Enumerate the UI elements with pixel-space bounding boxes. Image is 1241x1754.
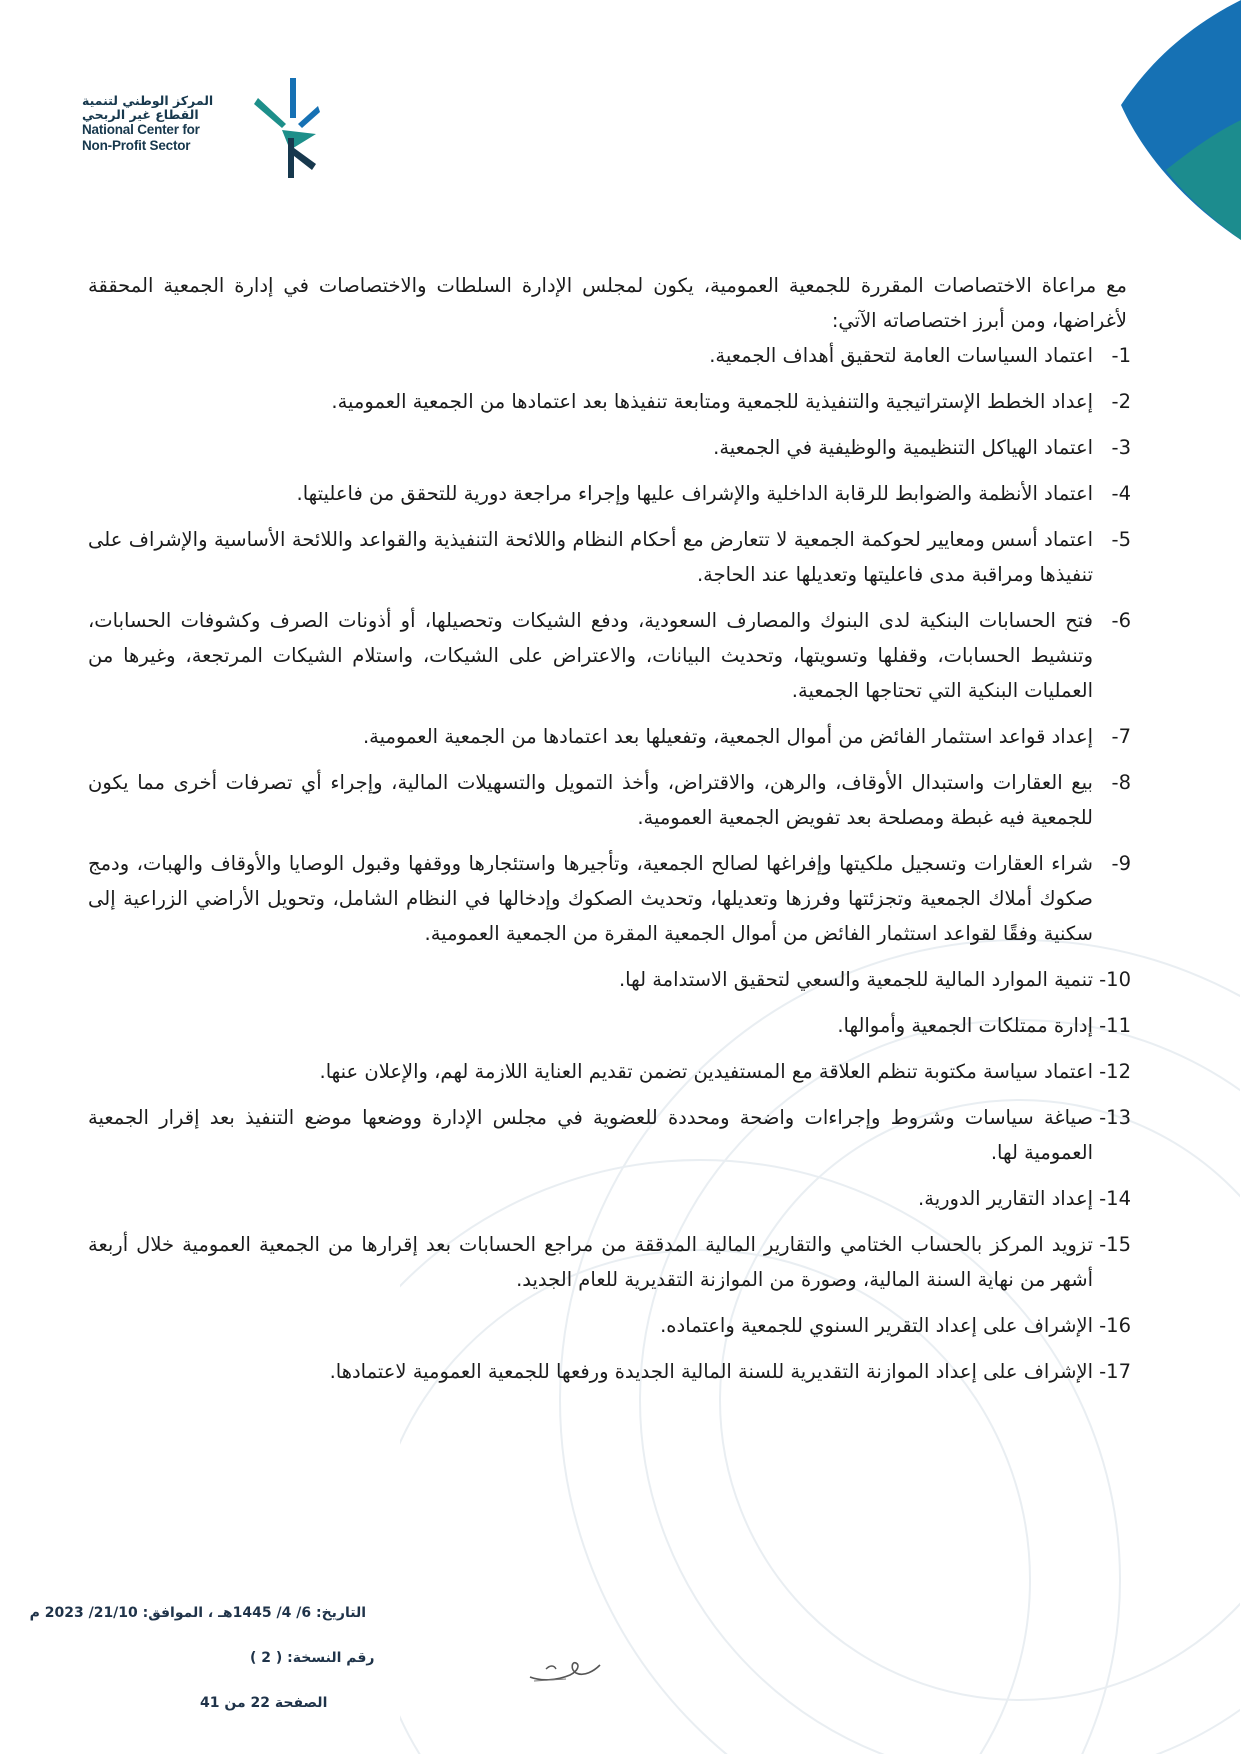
item-number: -6: [1111, 609, 1131, 632]
item-number: -12: [1099, 1060, 1131, 1083]
item-number: -10: [1099, 968, 1131, 991]
list-item: [88, 1308, 1133, 1343]
item-text: اعتماد سياسة مكتوبة تنظم العلاقة مع المستفيدين تضمن تقديم العناية اللازمة لهم، والإعلان عنها.: [319, 1060, 1093, 1083]
item-number: -4: [1111, 482, 1131, 505]
list-item: [88, 1354, 1133, 1389]
list-item: [88, 476, 1133, 511]
logo-name-ar-line1: المركز الوطني لتنمية: [82, 93, 214, 108]
item-number: -14: [1099, 1187, 1131, 1210]
list-item: [88, 338, 1133, 373]
list-item: [88, 846, 1133, 951]
item-text: الإشراف على إعداد التقرير السنوي للجمعية واعتماده.: [660, 1314, 1093, 1337]
item-text: صياغة سياسات وشروط وإجراءات واضحة ومحددة للعضوية في مجلس الإدارة ووضعها موضع التنفيذ بعد إقرار الجمعية العمومية لها.: [88, 1106, 1093, 1164]
item-number: -3: [1111, 436, 1131, 459]
list-item: [88, 1181, 1133, 1216]
item-text: فتح الحسابات البنكية لدى البنوك والمصارف السعودية، ودفع الشيكات وتحصيلها، أو أذونات الصرف وكشوفات الحسابات، وتنشيط الحسابات، وقفلها وتسويتها، وتحديث البيانات، والاعتراض على الشيكات، واستلام الشيكات المرتجعة، وغيرها من العمليات البنكية التي تحتاجها الجمعية.: [88, 609, 1093, 702]
logo-mark-icon: [252, 78, 320, 178]
item-text: بيع العقارات واستبدال الأوقاف، والرهن، والاقتراض، وأخذ التمويل والتسهيلات المالية، وإجراء أي تصرفات أخرى مما يكون للجمعية فيه غبطة ومصلحة بعد تفويض الجمعية العمومية.: [88, 771, 1093, 829]
list-item: [88, 603, 1133, 708]
intro-paragraph: مع مراعاة الاختصاصات المقررة للجمعية العمومية، يكون لمجلس الإدارة السلطات والاختصاصات في إدارة الجمعية المحققة لأغراضها، ومن أبرز اختصاصاته الآتي:: [88, 274, 1127, 332]
organization-logo: [82, 78, 332, 188]
logo-text: [82, 94, 242, 154]
logo-name-en-line2: Non-Profit Sector: [82, 138, 191, 153]
signature: [526, 1655, 606, 1687]
item-text: إعداد التقارير الدورية.: [918, 1187, 1093, 1210]
item-number: -5: [1111, 528, 1131, 551]
document-date: التاريخ: 6/ 4/ 1445هـ ، الموافق: 21/10/ 2023 م: [29, 1605, 366, 1621]
item-text: إدارة ممتلكات الجمعية وأموالها.: [837, 1014, 1093, 1037]
item-number: -17: [1099, 1360, 1131, 1383]
item-text: اعتماد أسس ومعايير لحوكمة الجمعية لا تتعارض مع أحكام النظام واللائحة التنفيذية والقواعد واللائحة الأساسية والإشراف على تنفيذها ومراقبة مدى فاعليتها وتعديلها عند الحاجة.: [88, 528, 1093, 586]
item-number: -16: [1099, 1314, 1131, 1337]
item-text: شراء العقارات وتسجيل ملكيتها وإفراغها لصالح الجمعية، وتأجيرها واستئجارها ووقفها وقبول الوصايا والأوقاف والهبات، ودمج صكوك أملاك الجمعية وتجزئتها وفرزها وتعديلها، وتحديث الصكوك وإدخالها في النظام الشامل، وتحويل الأراضي الزراعية إلى سكنية وفقًا لقواعد استثمار الفائض من أموال الجمعية المقرة من الجمعية العمومية.: [88, 852, 1093, 945]
page-number: الصفحة 22 من 41: [200, 1695, 328, 1711]
item-number: -11: [1099, 1014, 1131, 1037]
item-number: -1: [1111, 344, 1131, 367]
list-item: [88, 962, 1133, 997]
item-text: اعتماد الأنظمة والضوابط للرقابة الداخلية والإشراف عليها وإجراء مراجعة دورية للتحقق من فاعليتها.: [296, 482, 1093, 505]
item-number: -13: [1099, 1106, 1131, 1129]
list-item: [88, 384, 1133, 419]
copy-number: رقم النسخة: ( 2 ): [250, 1650, 375, 1666]
item-text: تنمية الموارد المالية للجمعية والسعي لتحقيق الاستدامة لها.: [618, 968, 1093, 991]
list-item: [88, 765, 1133, 835]
list-item: [88, 1100, 1133, 1170]
list-item: [88, 522, 1133, 592]
item-text: الإشراف على إعداد الموازنة التقديرية للسنة المالية الجديدة ورفعها للجمعية العمومية لاعتمادها.: [329, 1360, 1093, 1383]
item-text: اعتماد السياسات العامة لتحقيق أهداف الجمعية.: [709, 344, 1093, 367]
logo-name-ar-line2: القطاع غير الربحي: [82, 107, 199, 122]
item-number: -9: [1111, 852, 1131, 875]
list-item: [88, 430, 1133, 465]
logo-name-en-line1: National Center for: [82, 122, 200, 137]
item-number: -7: [1111, 725, 1131, 748]
list-item: [88, 719, 1133, 754]
corner-decoration: [1111, 0, 1241, 270]
item-text: إعداد الخطط الإستراتيجية والتنفيذية للجمعية ومتابعة تنفيذها بعد اعتمادها من الجمعية العمومية.: [331, 390, 1093, 413]
item-number: -8: [1111, 771, 1131, 794]
item-text: تزويد المركز بالحساب الختامي والتقارير المالية المدققة من مراجع الحسابات بعد إقرارها من الجمعية العمومية خلال أربعة أشهر من نهاية السنة المالية، وصورة من الموازنة التقديرية للعام الجديد.: [88, 1233, 1093, 1291]
list-item: [88, 1008, 1133, 1043]
board-powers-list: [88, 338, 1133, 1389]
item-text: اعتماد الهياكل التنظيمية والوظيفية في الجمعية.: [713, 436, 1093, 459]
item-number: -15: [1099, 1233, 1131, 1256]
document-body: [88, 268, 1133, 1400]
item-text: إعداد قواعد استثمار الفائض من أموال الجمعية، وتفعيلها بعد اعتمادها من الجمعية العمومية.: [362, 725, 1093, 748]
item-number: -2: [1111, 390, 1131, 413]
list-item: [88, 1227, 1133, 1297]
list-item: [88, 1054, 1133, 1089]
